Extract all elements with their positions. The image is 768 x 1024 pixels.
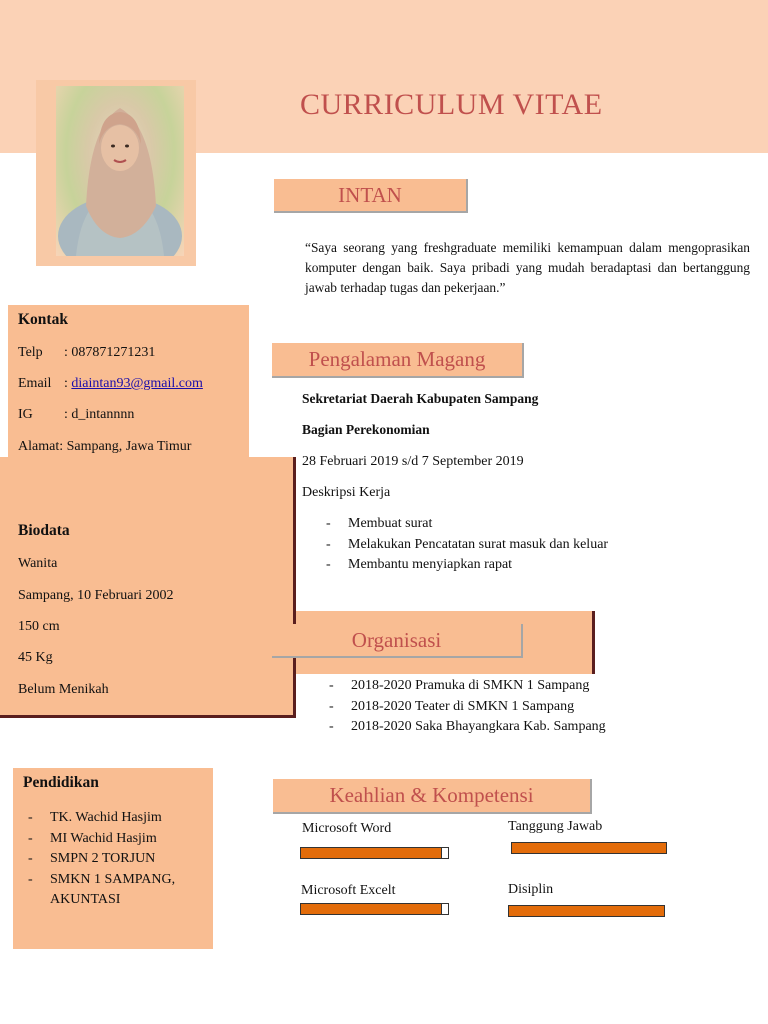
ig-label: IG <box>18 407 33 422</box>
list-item: - 2018-2020 Teater di SMKN 1 Sampang <box>329 697 689 718</box>
list-item: - SMPN 2 TORJUN <box>28 849 208 870</box>
skill-label-excel: Microsoft Excelt <box>301 883 396 898</box>
contact-phone <box>18 345 155 361</box>
email-link[interactable]: diaintan93@gmail.com <box>71 376 203 391</box>
biodata-heading: Biodata <box>18 522 70 539</box>
contact-address: Alamat: Sampang, Jawa Timur <box>18 439 192 454</box>
organisasi-shadow <box>592 611 595 674</box>
email-label: Email <box>18 376 52 391</box>
organisasi-list <box>329 676 689 738</box>
list-item: - MI Wachid Hasjim <box>28 829 208 850</box>
profile-photo <box>56 86 184 256</box>
list-item: - Membuat surat <box>326 514 666 535</box>
organisasi-heading: Organisasi <box>272 624 523 658</box>
skill-label-word: Microsoft Word <box>302 821 392 836</box>
list-item: - 2018-2020 Pramuka di SMKN 1 Sampang <box>329 676 689 697</box>
phone-label: Telp <box>18 345 43 360</box>
magang-task-list <box>326 514 666 576</box>
biodata-gender: Wanita <box>18 556 58 571</box>
phone-value: : 087871271231 <box>64 345 156 360</box>
biodata-panel <box>0 457 293 717</box>
pendidikan-heading: Pendidikan <box>23 774 99 791</box>
list-item: - TK. Wachid Hasjim <box>28 808 208 829</box>
contact-ig <box>18 407 134 423</box>
ig-value: : d_intannnn <box>64 407 135 422</box>
profile-summary: “Saya seorang yang freshgraduate memiliki kemampuan dalam mengoprasikan komputer dengan baik. Saya pribadi yang mudah beradaptasi dan bertanggung jawab terhadap tugas dan pekerjaan.” <box>305 240 750 295</box>
skill-bar-excel <box>300 903 442 915</box>
skill-bar-disiplin <box>508 905 665 917</box>
magang-bagian: Bagian Perekonomian <box>302 422 430 437</box>
biodata-weight: 45 Kg <box>18 650 53 665</box>
magang-desc-label: Deskripsi Kerja <box>302 485 391 500</box>
list-item: - Membantu menyiapkan rapat <box>326 555 666 576</box>
page-title: CURRICULUM VITAE <box>300 88 603 121</box>
magang-org: Sekretariat Daerah Kabupaten Sampang <box>302 391 539 406</box>
biodata-status: Belum Menikah <box>18 682 109 697</box>
skill-bar-word <box>300 847 442 859</box>
pendidikan-list <box>28 808 208 911</box>
magang-heading: Pengalaman Magang <box>272 343 524 378</box>
name-heading: INTAN <box>274 179 468 213</box>
skill-bar-end-excel <box>441 903 449 915</box>
biodata-shadow-right <box>293 457 296 718</box>
skill-bar-end-word <box>441 847 449 859</box>
skill-bar-tanggung-jawab <box>511 842 667 854</box>
list-item: - Melakukan Pencatatan surat masuk dan keluar <box>326 535 666 556</box>
profile-photo-illustration <box>56 86 184 256</box>
skill-label-tanggung-jawab: Tanggung Jawab <box>508 819 603 834</box>
biodata-height: 150 cm <box>18 619 60 634</box>
biodata-birth: Sampang, 10 Februari 2002 <box>18 588 174 603</box>
list-item: - SMKN 1 SAMPANG, AKUNTASI <box>28 870 208 911</box>
email-separator: : <box>64 376 72 391</box>
biodata-shadow <box>0 715 296 718</box>
keahlian-heading: Keahlian & Kompetensi <box>273 779 592 814</box>
contact-email <box>18 376 203 392</box>
magang-period: 28 Februari 2019 s/d 7 September 2019 <box>302 454 524 469</box>
skill-label-disiplin: Disiplin <box>508 882 554 897</box>
kontak-heading: Kontak <box>18 311 68 328</box>
list-item: - 2018-2020 Saka Bhayangkara Kab. Sampang <box>329 717 689 738</box>
